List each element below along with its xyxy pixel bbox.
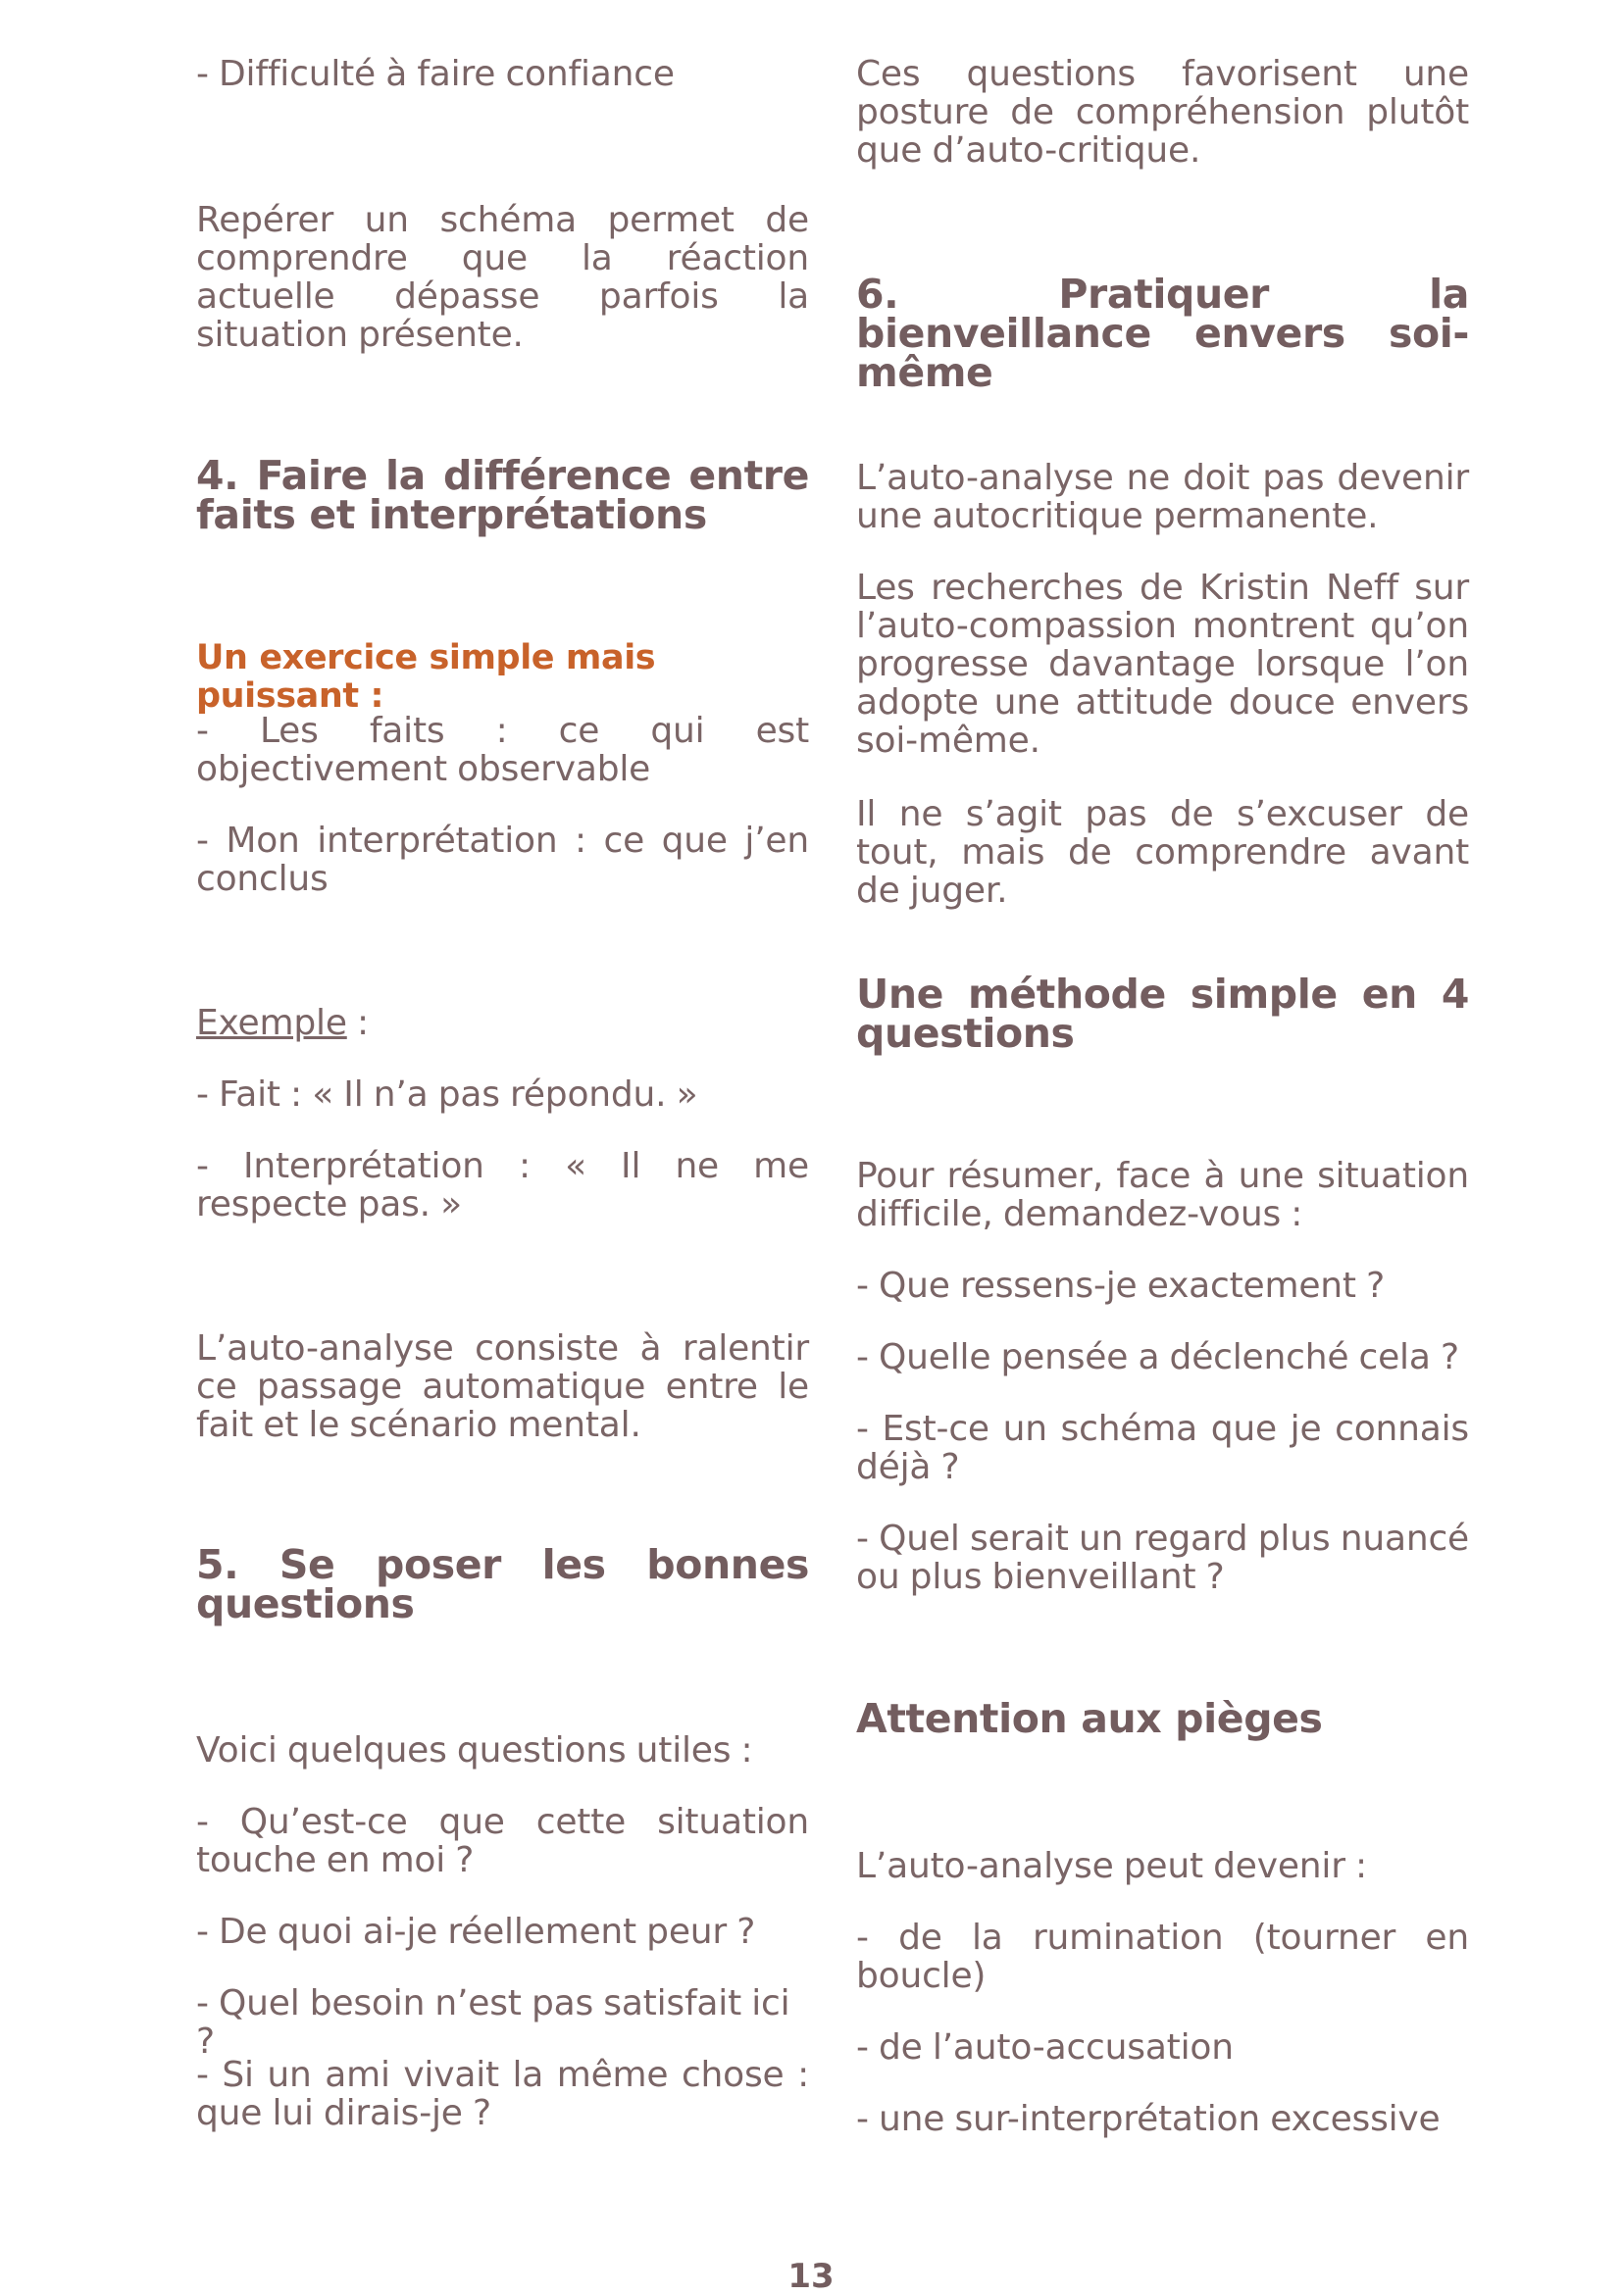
list-item-facts: - Les faits : ce qui est objectivement observable: [196, 711, 809, 789]
trap-rumination: - de la rumination (tourner en boucle): [856, 1918, 1469, 1996]
page-number: 13: [787, 2257, 835, 2296]
method-question-schema: - Est-ce un schéma que je connais déjà ?: [856, 1409, 1469, 1487]
list-item-interpretation: - Mon interprétation : ce que j’en conclus: [196, 821, 809, 899]
heading-method: Une méthode simple en 4 questions: [856, 971, 1469, 1057]
paragraph-schema: Repérer un schéma permet de comprendre que la réaction actuelle dépasse parfois la situation présente.: [196, 200, 809, 355]
heading-section-4: 4. Faire la différence entre faits et interprétations: [196, 452, 809, 538]
method-question-thought: - Quelle pensée a déclenché cela ?: [856, 1337, 1459, 1377]
exercise-callout: Un exercice simple mais puissant :: [196, 638, 656, 716]
paragraph-not-self-criticism: L’auto-analyse ne doit pas devenir une autocritique permanente.: [856, 458, 1469, 536]
paragraph-can-become: L’auto-analyse peut devenir :: [856, 1846, 1367, 1886]
paragraph-useful-questions: Voici quelques questions utiles :: [196, 1730, 753, 1771]
example-fact: - Fait : « Il n’a pas répondu. »: [196, 1074, 698, 1115]
example-label: Exemple: [196, 1003, 347, 1043]
paragraph-kristin-neff: Les recherches de Kristin Neff sur l’auto-compassion montrent qu’on progresse davantage lorsque l’on adopte une attitude douce envers soi-même.: [856, 568, 1469, 761]
question-fear: - De quoi ai-je réellement peur ?: [196, 1912, 756, 1952]
example-colon: :: [346, 1003, 369, 1043]
paragraph-understand: Il ne s’agit pas de s’excuser de tout, mais de comprendre avant de juger.: [856, 794, 1469, 911]
heading-section-5: 5. Se poser les bonnes questions: [196, 1541, 809, 1627]
heading-traps: Attention aux pièges: [856, 1695, 1323, 1742]
example-line: [196, 1004, 809, 1042]
list-item-trust: - Difficulté à faire confiance: [196, 54, 675, 94]
paragraph-posture: Ces questions favorisent une posture de compréhension plutôt que d’auto-critique.: [856, 54, 1469, 171]
method-question-nuanced: - Quel serait un regard plus nuancé ou plus bienveillant ?: [856, 1519, 1469, 1597]
question-touches: - Qu’est-ce que cette situation touche en moi ?: [196, 1802, 809, 1880]
trap-over-interpretation: - une sur-interprétation excessive: [856, 2099, 1441, 2139]
example-interpretation: - Interprétation : « Il ne me respecte pas. »: [196, 1146, 809, 1224]
question-friend: - Si un ami vivait la même chose : que lui dirais-je ?: [196, 2055, 809, 2133]
paragraph-summary: Pour résumer, face à une situation difficile, demandez-vous :: [856, 1156, 1469, 1234]
question-need: - Quel besoin n’est pas satisfait ici ?: [196, 1983, 790, 2062]
trap-self-accusation: - de l’auto-accusation: [856, 2027, 1234, 2068]
heading-section-6: 6. Pratiquer la bienveillance envers soi-même: [856, 271, 1469, 396]
method-question-feel: - Que ressens-je exactement ?: [856, 1266, 1385, 1306]
paragraph-slow-down: L’auto-analyse consiste à ralentir ce passage automatique entre le fait et le scénario mental.: [196, 1328, 809, 1445]
